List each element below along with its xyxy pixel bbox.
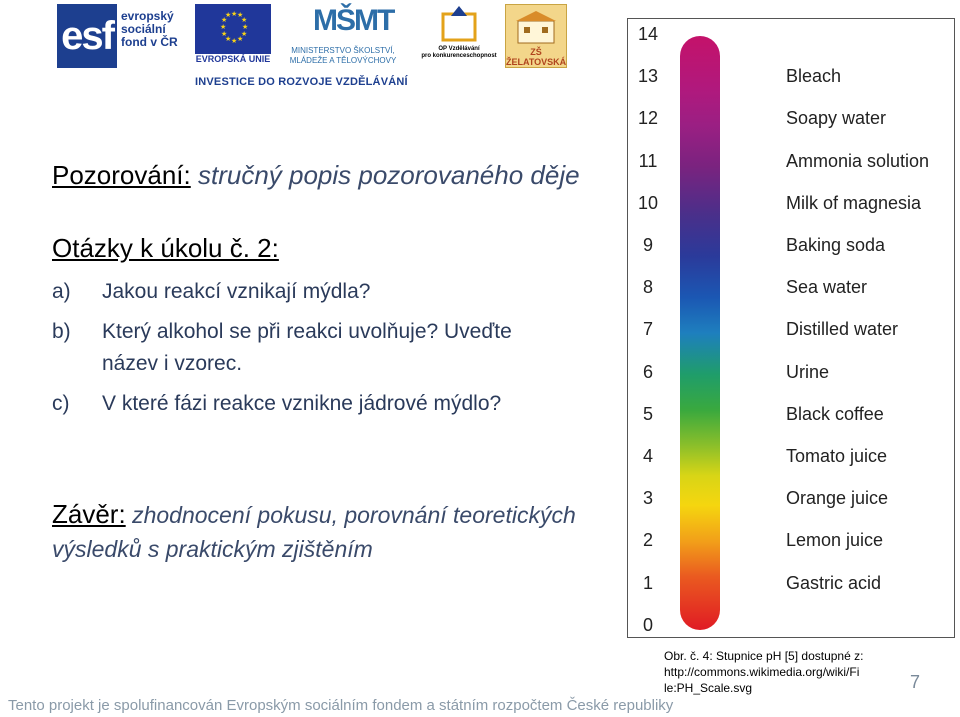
op-vzdelavani-logo bbox=[419, 4, 499, 68]
school-text: ZŠ ŽELATOVSKÁ bbox=[506, 47, 567, 67]
footer-text: Tento projekt je spolufinancován Evropským sociálním fondem a státním rozpočtem České republiky bbox=[8, 697, 674, 714]
ph-tick-label: 2 bbox=[642, 530, 653, 551]
ph-substance-label: Ammonia solution bbox=[786, 150, 930, 171]
question-letter: b) bbox=[52, 320, 71, 343]
msmt-mark: MŠMT bbox=[313, 4, 394, 37]
page-number: 7 bbox=[910, 672, 921, 692]
invest-slogan: INVESTICE DO ROZVOJE VZDĚLÁVÁNÍ bbox=[195, 76, 408, 88]
conclusion-text: zhodnocení pokusu, porovnání teoretických výsledků s praktickým zjištěním bbox=[52, 502, 576, 562]
question-text: Který alkohol se při reakci uvolňuje? Uveďte bbox=[102, 320, 512, 343]
school-logo bbox=[505, 4, 567, 68]
ph-tick-label: 0 bbox=[642, 614, 653, 635]
question-letter: a) bbox=[52, 280, 71, 303]
ph-substance-label: Orange juice bbox=[786, 488, 889, 509]
esf-logo bbox=[57, 4, 187, 68]
ph-tick-label: 10 bbox=[637, 192, 659, 213]
ph-tick-label: 5 bbox=[642, 403, 653, 424]
ph-substance-label: Lemon juice bbox=[786, 530, 884, 551]
conclusion-heading: Závěr: bbox=[52, 499, 126, 529]
ph-substance-label: Milk of magnesia bbox=[786, 192, 922, 213]
eu-logo bbox=[195, 4, 271, 68]
msmt-logo bbox=[277, 4, 409, 68]
svg-text:★: ★ bbox=[231, 37, 238, 45]
eu-label: EVROPSKÁ UNIE bbox=[195, 54, 271, 64]
ph-tick-label: 1 bbox=[642, 572, 653, 593]
ph-substance-label: Baking soda bbox=[786, 235, 886, 255]
observation-line bbox=[52, 160, 580, 191]
svg-text:★: ★ bbox=[237, 35, 244, 43]
ph-substance-label: Urine bbox=[786, 361, 830, 382]
ph-tick-label: 9 bbox=[642, 235, 653, 255]
ph-tick-label: 11 bbox=[638, 150, 658, 171]
svg-text:★: ★ bbox=[225, 35, 232, 43]
svg-text:★: ★ bbox=[221, 30, 228, 38]
svg-text:★: ★ bbox=[231, 10, 238, 18]
ph-substance-label: Bleach bbox=[786, 66, 842, 87]
logo-band bbox=[57, 4, 567, 92]
ph-substance-label: Distilled water bbox=[786, 319, 899, 340]
esf-mark: esf bbox=[57, 4, 117, 68]
svg-text:★: ★ bbox=[220, 23, 227, 31]
ph-tick-label: 8 bbox=[642, 277, 653, 298]
svg-text:★: ★ bbox=[242, 23, 249, 31]
figure-caption: Obr. č. 4: Stupnice pH [5] dostupné z: http://commons.wikimedia.org/wiki/Fi le:PH_Scale.svg bbox=[664, 649, 864, 695]
ph-tick-label: 12 bbox=[637, 108, 659, 129]
esf-text: evropský sociální fond v ČR bbox=[121, 9, 178, 49]
msmt-text: MINISTERSTVO ŠKOLSTVÍ, MLÁDEŽE A TĚLOVÝCHOVY bbox=[289, 46, 397, 65]
ph-tick-label: 13 bbox=[637, 66, 659, 87]
svg-text:★: ★ bbox=[237, 11, 244, 19]
ph-tick-label: 7 bbox=[642, 319, 653, 340]
svg-text:★: ★ bbox=[241, 30, 248, 38]
conclusion-block bbox=[52, 497, 612, 566]
ph-gradient-bar bbox=[680, 36, 720, 630]
question-text: název i vzorec. bbox=[102, 352, 243, 375]
ph-substance-label: Sea water bbox=[786, 277, 868, 298]
svg-text:★: ★ bbox=[221, 16, 228, 24]
question-text: V které fázi reakce vznikne jádrové mýdlo? bbox=[102, 392, 502, 415]
ph-tick-label: 14 bbox=[637, 24, 659, 44]
op-mark-icon bbox=[437, 4, 481, 44]
ph-substance-label: Black coffee bbox=[786, 403, 884, 424]
ph-substance-label: Gastric acid bbox=[786, 572, 882, 593]
eu-flag-icon bbox=[195, 4, 271, 54]
observation-text: stručný popis pozorovaného děje bbox=[190, 160, 580, 190]
svg-text:★: ★ bbox=[241, 16, 248, 24]
ph-substance-label: Soapy water bbox=[786, 108, 887, 129]
question-text: Jakou reakcí vznikají mýdla? bbox=[102, 280, 371, 303]
ph-substance-label: Tomato juice bbox=[786, 446, 888, 466]
ph-tick-label: 4 bbox=[642, 446, 653, 466]
ph-tick-label: 6 bbox=[642, 361, 653, 382]
school-building-icon bbox=[514, 9, 558, 45]
ph-tick-label: 3 bbox=[642, 488, 653, 509]
svg-text:★: ★ bbox=[225, 11, 232, 19]
question-letter: c) bbox=[52, 392, 70, 415]
questions-title: Otázky k úkolu č. 2: bbox=[52, 233, 279, 263]
observation-heading: Pozorování: bbox=[52, 160, 191, 190]
op-text: OP Vzdělávání pro konkurenceschopnost bbox=[421, 46, 497, 59]
